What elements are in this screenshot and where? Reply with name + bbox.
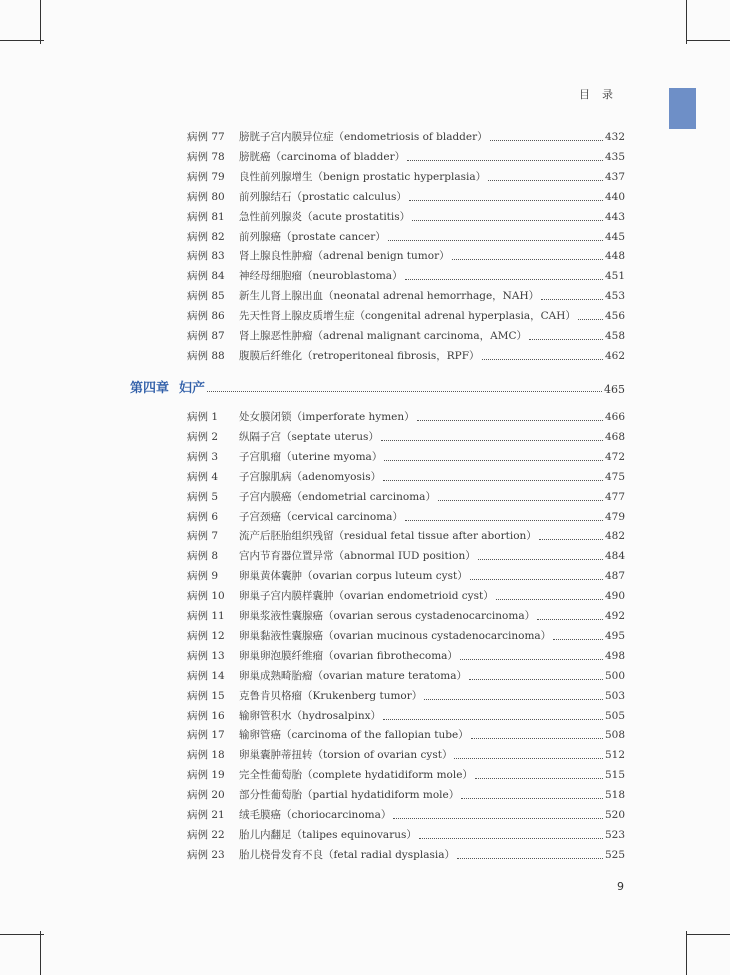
- case-number: 病例 79: [187, 170, 225, 183]
- toc-entry[interactable]: [187, 684, 625, 703]
- toc-entry[interactable]: [187, 544, 625, 563]
- dot-leader: [381, 439, 603, 441]
- dot-leader: [578, 318, 603, 320]
- toc-entry[interactable]: [187, 624, 625, 643]
- chapter-heading[interactable]: [130, 376, 625, 396]
- case-title: 膀胱子宫内膜异位症（endometriosis of bladder）: [239, 131, 488, 143]
- case-title: 肾上腺良性肿瘤（adrenal benign tumor）: [239, 250, 450, 263]
- page-ref: 451: [604, 270, 625, 283]
- dot-leader: [496, 598, 603, 600]
- case-number: 病例 84: [187, 270, 225, 283]
- dot-leader: [537, 618, 603, 620]
- dot-leader: [438, 499, 603, 501]
- case-title: 卵巢黏液性囊腺癌（ovarian mucinous cystadenocarcinoma）: [239, 629, 552, 642]
- case-title: 先天性肾上腺皮质增生症（congenital adrenal hyperplasia，CAH）: [239, 310, 576, 323]
- dot-leader: [412, 219, 603, 221]
- case-number: 病例 17: [187, 729, 225, 742]
- page-ref: 523: [604, 828, 625, 841]
- toc-entry[interactable]: [187, 704, 625, 723]
- page-ref: 462: [604, 349, 625, 362]
- toc-entry[interactable]: [187, 524, 625, 543]
- section-tab-marker: [669, 88, 696, 129]
- case-title: 卵巢黄体囊肿（ovarian corpus luteum cyst）: [239, 570, 468, 583]
- dot-leader: [405, 519, 603, 521]
- case-title: 绒毛膜癌（choriocarcinoma）: [239, 809, 392, 821]
- dot-leader: [409, 199, 603, 201]
- case-number: 病例 10: [187, 590, 225, 603]
- case-title: 克鲁肯贝格瘤（Krukenberg tumor）: [239, 689, 423, 702]
- case-number: 病例 20: [187, 789, 225, 802]
- case-number: 病例 13: [187, 649, 225, 662]
- page-ref: 492: [604, 610, 625, 622]
- toc-entry[interactable]: [187, 165, 625, 184]
- case-number: 病例 22: [187, 828, 225, 841]
- page-ref: 520: [604, 809, 625, 821]
- page-ref: 500: [604, 669, 625, 682]
- crop-mark-bottom-left-h: [0, 934, 44, 935]
- case-number: 病例 11: [187, 610, 225, 622]
- page-ref: 468: [604, 430, 625, 443]
- crop-mark-bottom-right-h: [686, 934, 730, 935]
- crop-mark-bottom-right-v: [686, 931, 687, 975]
- page-number: 9: [617, 880, 624, 893]
- page-ref: 437: [604, 170, 625, 183]
- toc-entry[interactable]: [187, 185, 625, 204]
- toc-entry[interactable]: [187, 445, 625, 464]
- toc-entry[interactable]: [187, 664, 625, 683]
- page-ref: 515: [604, 769, 625, 782]
- crop-mark-top-right-h: [686, 40, 730, 41]
- dot-leader: [478, 558, 603, 560]
- toc-entry[interactable]: [187, 505, 625, 524]
- dot-leader: [471, 737, 603, 739]
- page-ref: 490: [604, 590, 625, 603]
- toc-entry[interactable]: [187, 723, 625, 742]
- toc-entry[interactable]: [187, 244, 625, 263]
- dot-leader: [482, 358, 603, 360]
- toc-entry[interactable]: [187, 763, 625, 782]
- page-ref: 508: [604, 729, 625, 742]
- case-title: 卵巢成熟畸胎瘤（ovarian mature teratoma）: [239, 669, 467, 682]
- case-number: 病例 80: [187, 190, 225, 203]
- case-number: 病例 7: [187, 530, 219, 543]
- page-ref: 456: [604, 310, 625, 323]
- toc-entry[interactable]: [187, 584, 625, 603]
- case-title: 流产后胚胎组织残留（residual fetal tissue after abortion）: [239, 530, 537, 543]
- page-ref: 448: [604, 250, 625, 263]
- toc-entry[interactable]: [187, 604, 625, 623]
- case-title: 宫内节育器位置异常（abnormal IUD position）: [239, 550, 476, 563]
- case-title: 卵巢子宫内膜样囊肿（ovarian endometrioid cyst）: [239, 590, 494, 603]
- case-title: 子宫肌瘤（uterine myoma）: [239, 450, 383, 463]
- dot-leader: [383, 479, 603, 481]
- case-title: 输卵管癌（carcinoma of the fallopian tube）: [239, 729, 469, 742]
- toc-entry[interactable]: [187, 485, 625, 504]
- toc-entry[interactable]: [187, 344, 625, 363]
- dot-leader: [424, 698, 603, 700]
- dot-leader: [454, 757, 603, 759]
- page-ref: 487: [604, 570, 625, 583]
- page-ref: 435: [604, 150, 625, 163]
- running-header: 目录: [579, 88, 625, 101]
- case-number: 病例 4: [187, 470, 219, 483]
- page-ref: 479: [604, 510, 625, 523]
- toc-entry[interactable]: [187, 783, 625, 802]
- case-number: 病例 6: [187, 510, 219, 523]
- dot-leader: [475, 777, 603, 779]
- page-ref: 498: [604, 649, 625, 662]
- case-number: 病例 78: [187, 150, 225, 163]
- case-title: 急性前列腺炎（acute prostatitis）: [239, 210, 411, 223]
- page-ref: 518: [604, 789, 625, 802]
- dot-leader: [388, 239, 603, 241]
- toc-entry[interactable]: [187, 405, 625, 424]
- dot-leader: [384, 459, 603, 461]
- dot-leader: [553, 638, 603, 640]
- case-title: 子宫颈癌（cervical carcinoma）: [239, 510, 403, 523]
- case-number: 病例 87: [187, 330, 225, 342]
- page-ref: 453: [604, 290, 625, 303]
- page-ref: 472: [604, 450, 625, 463]
- case-number: 病例 82: [187, 230, 225, 243]
- dot-leader: [470, 578, 603, 580]
- case-title: 子宫腺肌病（adenomyosis）: [239, 470, 382, 483]
- case-number: 病例 85: [187, 290, 225, 303]
- page-ref: 503: [604, 689, 625, 702]
- case-number: 病例 81: [187, 210, 225, 223]
- case-title: 子宫内膜癌（endometrial carcinoma）: [239, 490, 436, 503]
- case-number: 病例 9: [187, 570, 219, 583]
- crop-mark-top-right-v: [686, 0, 687, 44]
- dot-leader: [461, 797, 603, 799]
- page-ref: 477: [604, 490, 625, 503]
- toc-entry[interactable]: [187, 425, 625, 444]
- toc-entry[interactable]: [187, 225, 625, 244]
- toc-entry[interactable]: [187, 743, 625, 762]
- case-number: 病例 14: [187, 669, 225, 682]
- dot-leader: [405, 278, 603, 280]
- dot-leader: [539, 538, 603, 540]
- case-title: 膀胱癌（carcinoma of bladder）: [239, 150, 406, 163]
- case-number: 病例 23: [187, 848, 225, 861]
- chapter-page: 465: [604, 383, 625, 396]
- page-ref: 495: [604, 629, 625, 642]
- case-title: 完全性葡萄胎（complete hydatidiform mole）: [239, 769, 473, 782]
- case-title: 输卵管积水（hydrosalpinx）: [239, 709, 382, 722]
- case-number: 病例 12: [187, 629, 225, 642]
- case-title: 部分性葡萄胎（partial hydatidiform mole）: [239, 789, 460, 802]
- case-title: 新生儿肾上腺出血（neonatal adrenal hemorrhage，NAH）: [239, 290, 540, 303]
- toc-entry[interactable]: [187, 324, 625, 343]
- case-title: 腹膜后纤维化（retroperitoneal fibrosis，RPF）: [239, 349, 480, 362]
- toc-entry[interactable]: [187, 125, 625, 144]
- toc-entry[interactable]: [187, 823, 625, 842]
- case-number: 病例 8: [187, 550, 219, 563]
- case-number: 病例 83: [187, 250, 225, 263]
- dot-leader: [417, 419, 603, 421]
- case-title: 前列腺癌（prostate cancer）: [239, 230, 386, 243]
- dot-leader: [407, 159, 603, 161]
- crop-mark-bottom-left-v: [40, 931, 41, 975]
- toc-entry[interactable]: [187, 803, 625, 822]
- case-title: 肾上腺恶性肿瘤（adrenal malignant carcinoma，AMC）: [239, 330, 527, 342]
- page-ref: 458: [604, 330, 625, 342]
- page-ref: 466: [604, 411, 625, 423]
- case-number: 病例 16: [187, 709, 225, 722]
- dot-leader: [488, 179, 603, 181]
- dot-leader: [207, 390, 602, 392]
- page-ref: 484: [604, 550, 625, 563]
- toc-entry[interactable]: [187, 264, 625, 283]
- toc-entry[interactable]: [187, 564, 625, 583]
- toc-entry[interactable]: [187, 843, 625, 862]
- chapter-title: 妇产: [179, 381, 206, 396]
- case-number: 病例 86: [187, 310, 225, 323]
- case-number: 病例 3: [187, 450, 219, 463]
- page-ref: 445: [604, 230, 625, 243]
- case-title: 卵巢浆液性囊腺癌（ovarian serous cystadenocarcinoma）: [239, 610, 536, 622]
- toc-entry[interactable]: [187, 465, 625, 484]
- toc-entry[interactable]: [187, 284, 625, 303]
- dot-leader: [419, 837, 603, 839]
- page-ref: 512: [604, 749, 625, 762]
- dot-leader: [460, 658, 603, 660]
- dot-leader: [490, 139, 603, 141]
- toc-entry[interactable]: [187, 145, 625, 164]
- case-number: 病例 18: [187, 749, 225, 762]
- dot-leader: [452, 258, 603, 260]
- case-title: 胎儿内翻足（talipes equinovarus）: [239, 828, 417, 841]
- case-number: 病例 15: [187, 689, 225, 702]
- case-title: 前列腺结石（prostatic calculus）: [239, 190, 407, 203]
- dot-leader: [457, 857, 603, 859]
- crop-mark-top-left-h: [0, 40, 44, 41]
- case-number: 病例 77: [187, 131, 225, 143]
- case-title: 处女膜闭锁（imperforate hymen）: [239, 411, 415, 423]
- case-number: 病例 19: [187, 769, 225, 782]
- dot-leader: [469, 678, 603, 680]
- case-number: 病例 1: [187, 411, 219, 423]
- toc-entry[interactable]: [187, 205, 625, 224]
- dot-leader: [541, 298, 603, 300]
- dot-leader: [529, 338, 603, 340]
- chapter-label: 第四章: [130, 381, 170, 396]
- page-ref: 440: [604, 190, 625, 203]
- page-ref: 525: [604, 848, 625, 861]
- case-title: 良性前列腺增生（benign prostatic hyperplasia）: [239, 170, 487, 183]
- dot-leader: [393, 817, 603, 819]
- page-ref: 443: [604, 210, 625, 223]
- case-number: 病例 5: [187, 490, 219, 503]
- page-ref: 432: [604, 131, 625, 143]
- page-ref: 505: [604, 709, 625, 722]
- case-number: 病例 2: [187, 430, 219, 443]
- case-title: 卵巢囊肿蒂扭转（torsion of ovarian cyst）: [239, 749, 453, 762]
- dot-leader: [383, 718, 603, 720]
- toc-entry[interactable]: [187, 304, 625, 323]
- case-title: 纵隔子宫（septate uterus）: [239, 430, 379, 443]
- page-ref: 482: [604, 530, 625, 543]
- case-title: 胎儿桡骨发育不良（fetal radial dysplasia）: [239, 848, 455, 861]
- crop-mark-top-left-v: [40, 0, 41, 44]
- case-number: 病例 88: [187, 349, 225, 362]
- case-number: 病例 21: [187, 809, 225, 821]
- page-ref: 475: [604, 470, 625, 483]
- case-title: 神经母细胞瘤（neuroblastoma）: [239, 270, 403, 283]
- toc-entry[interactable]: [187, 644, 625, 663]
- case-title: 卵巢卵泡膜纤维瘤（ovarian fibrothecoma）: [239, 649, 458, 662]
